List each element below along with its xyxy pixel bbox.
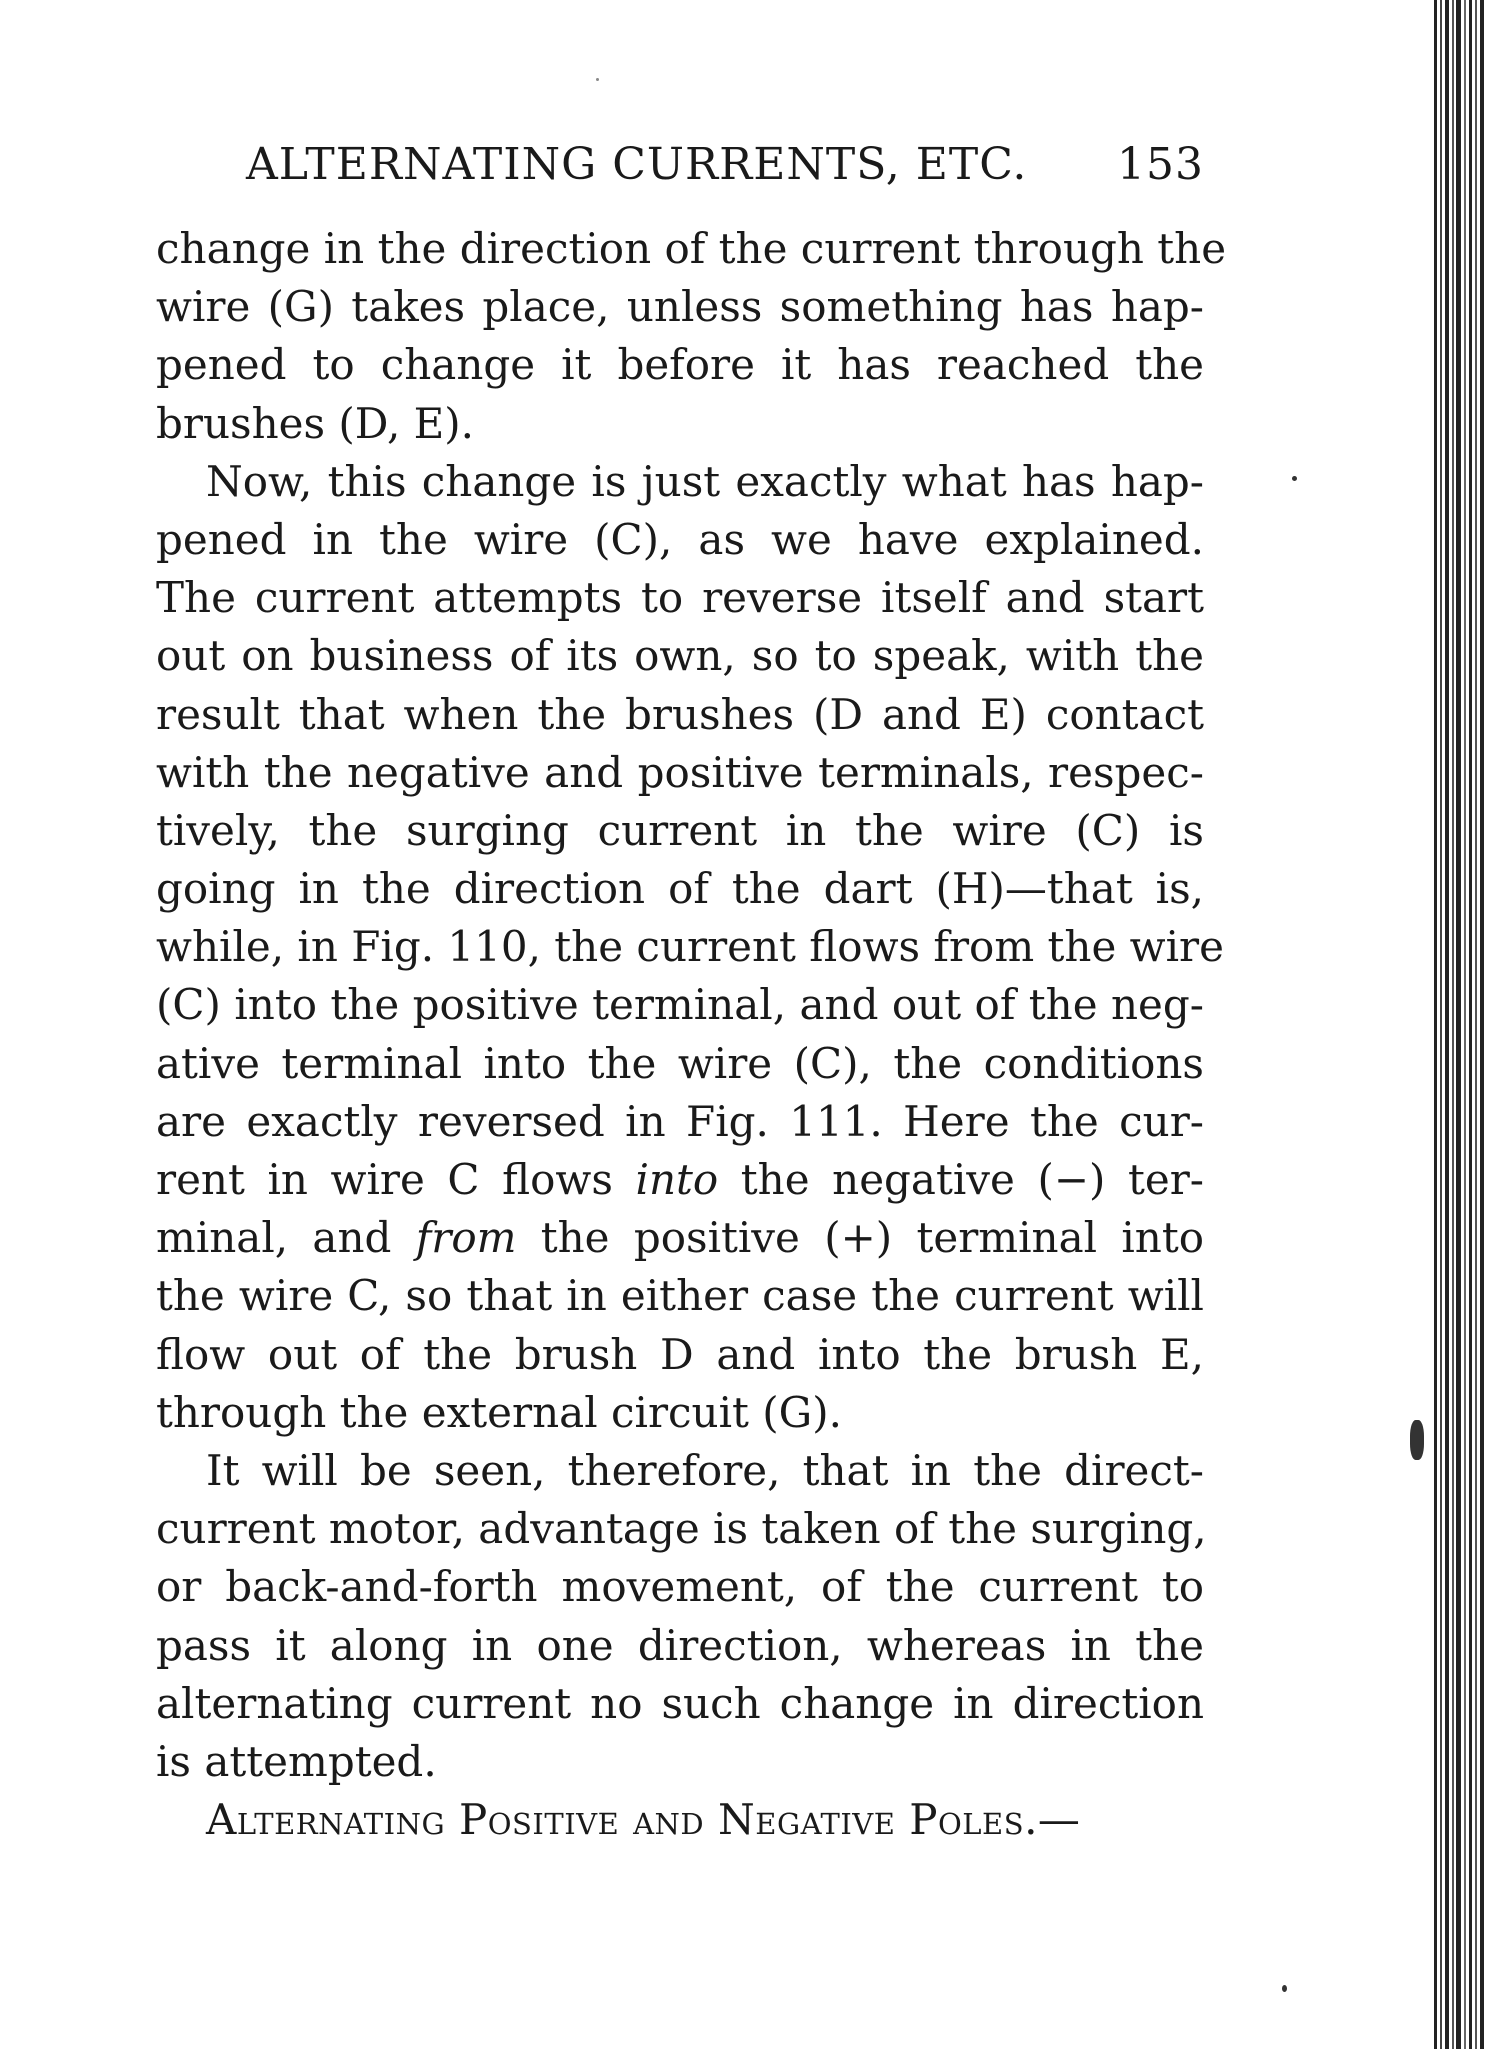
text-line: is attempted. — [156, 1736, 437, 1786]
paragraph-2 — [156, 453, 1224, 1442]
text-line: (C) into the positive terminal, and out of the neg- — [156, 980, 1204, 1030]
text-line: pened to change it before it has reached the — [156, 340, 1204, 390]
text-segment: the negative (−) ter- — [718, 1155, 1204, 1204]
page-number: 153 — [1117, 139, 1204, 190]
emphasis-into: into — [635, 1155, 719, 1204]
text-line: Now, this change is just exactly what has hap- — [206, 456, 1204, 506]
binding-edge — [1430, 0, 1486, 2049]
text-line: brushes (D, E). — [156, 398, 475, 448]
scan-speck — [1282, 1985, 1287, 1992]
text-segment: the positive (+) terminal into — [516, 1213, 1204, 1263]
scan-speck — [1292, 476, 1297, 481]
text-line: alternating current no such change in direction — [156, 1678, 1204, 1728]
text-line: are exactly reversed in Fig. 111. Here the cur- — [156, 1096, 1204, 1146]
text-line: current motor, advantage is taken of the surging, — [156, 1504, 1207, 1554]
scan-speck — [1410, 1420, 1424, 1460]
text-line: The current attempts to reverse itself and start — [156, 573, 1204, 623]
text-line: result that when the brushes (D and E) contact — [156, 689, 1204, 739]
body-text — [156, 220, 1227, 1849]
text-line: wire (G) takes place, unless something has hap- — [156, 282, 1204, 332]
emphasis-from: from — [415, 1213, 517, 1263]
running-title: ALTERNATING CURRENTS, ETC. — [246, 139, 1028, 190]
text-line — [156, 1151, 1204, 1209]
text-segment: minal, and — [156, 1213, 416, 1263]
text-line: It will be seen, therefore, that in the direct- — [206, 1445, 1204, 1495]
text-line: tively, the surging current in the wire (C) is — [156, 805, 1204, 855]
text-line: through the external circuit (G). — [156, 1387, 842, 1437]
paragraph-1 — [156, 220, 1227, 453]
text-line: going in the direction of the dart (H)—that is, — [156, 864, 1204, 914]
text-line: pass it along in one direction, whereas in the — [156, 1620, 1204, 1670]
text-line: with the negative and positive terminals, respec- — [156, 747, 1204, 797]
text-line: while, in Fig. 110, the current flows from the wire — [156, 922, 1224, 972]
text-line: pened in the wire (C), as we have explained. — [156, 514, 1204, 564]
section-heading: Alternating Positive and Negative Poles.— — [206, 1795, 1081, 1845]
scan-speck — [596, 78, 599, 81]
text-line: out on business of its own, so to speak, with the — [156, 631, 1204, 681]
text-line: or back-and-forth movement, of the current to — [156, 1562, 1204, 1612]
text-line — [156, 1209, 1204, 1267]
text-line: change in the direction of the current through the — [156, 224, 1227, 273]
text-line: flow out of the brush D and into the brush E, — [156, 1329, 1204, 1379]
paragraph-3 — [156, 1442, 1207, 1791]
text-line: the wire C, so that in either case the current will — [156, 1271, 1204, 1321]
text-segment: rent in wire C flows — [156, 1155, 636, 1204]
text-line: ative terminal into the wire (C), the conditions — [156, 1038, 1204, 1088]
